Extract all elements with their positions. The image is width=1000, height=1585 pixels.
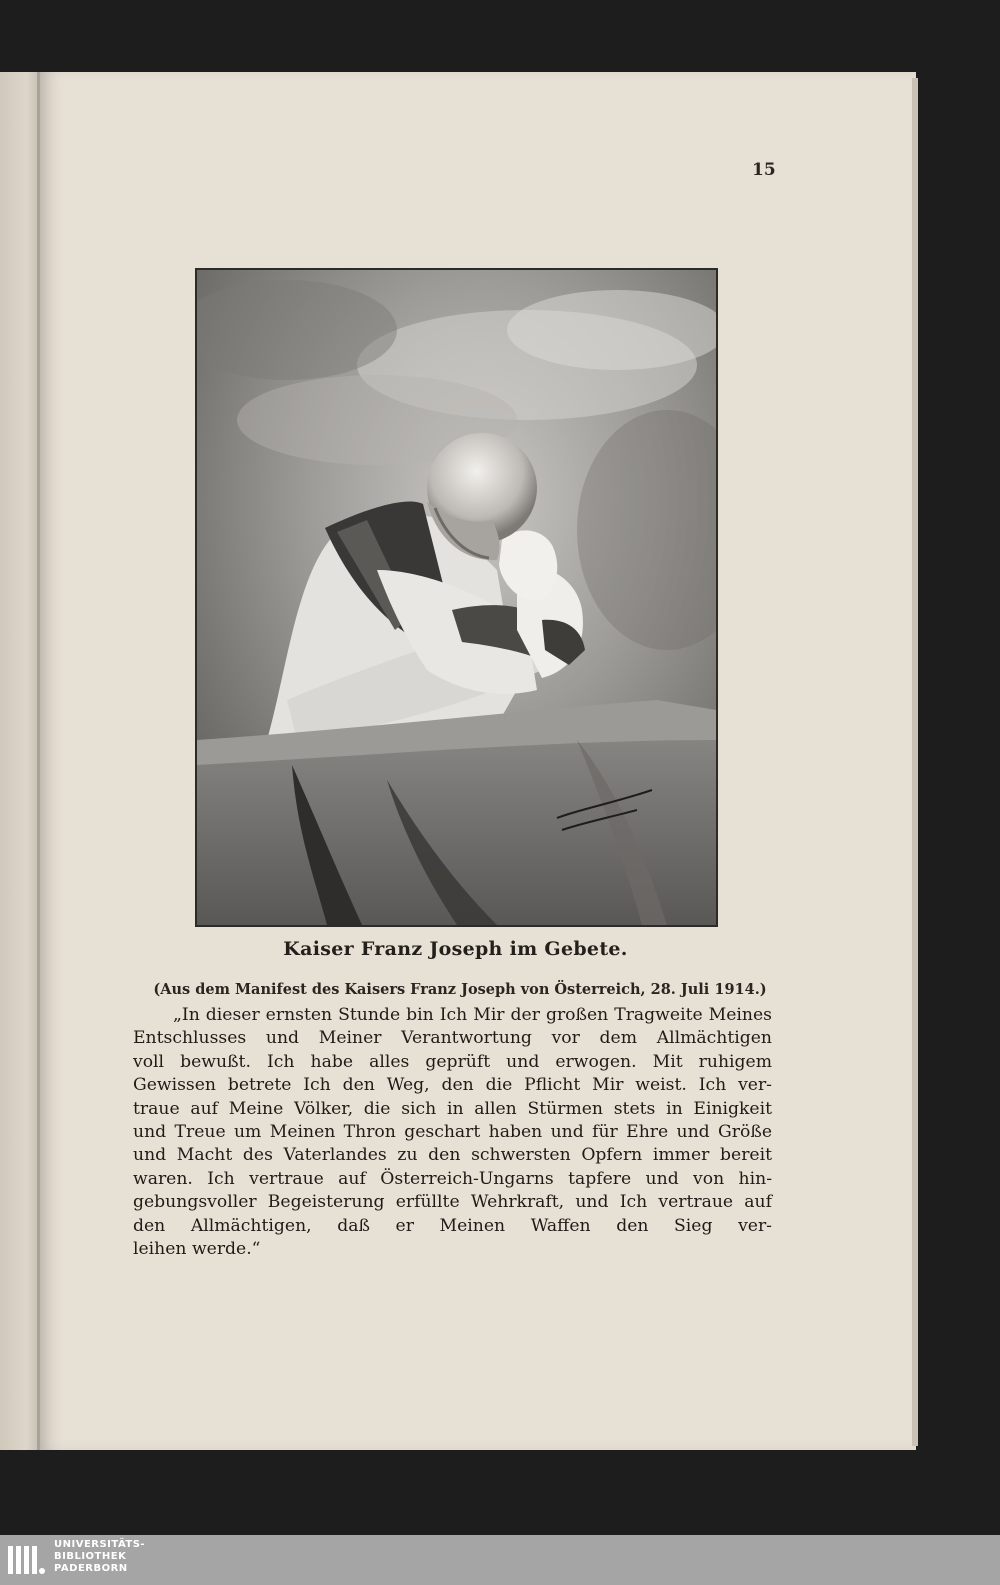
quote-line: Entschlusses und Meiner Verantwortung vor dem Allmächtigen <box>133 1028 772 1049</box>
footer-bar <box>0 1535 1000 1585</box>
photo-caption: Kaiser Franz Joseph im Gebete. <box>283 938 628 960</box>
manifest-source-line: (Aus dem Manifest des Kaisers Franz Joseph von Österreich, 28. Juli 1914.) <box>153 981 767 998</box>
quote-line: den Allmächtigen, daß er Meinen Waffen den Sieg ver- <box>133 1215 772 1236</box>
quote-line: leihen werde.“ <box>133 1239 261 1260</box>
quote-line: gebungsvoller Begeisterung erfüllte Wehrkraft, und Ich vertraue auf <box>133 1192 772 1213</box>
quote-line: „In dieser ernsten Stunde bin Ich Mir der großen Tragweite Meines <box>173 1005 772 1025</box>
university-library-logo-icon <box>6 1540 46 1580</box>
logo-line: BIBLIOTHEK <box>54 1551 127 1562</box>
logo-line: PADERBORN <box>54 1563 128 1574</box>
manifest-quote <box>133 1004 772 1261</box>
quote-line: und Macht des Vaterlandes zu den schwersten Opfern immer bereit <box>133 1145 772 1166</box>
library-logo-text <box>54 1539 145 1575</box>
photograph-emperor-praying <box>195 268 718 927</box>
page-edge <box>912 78 918 1446</box>
quote-line: waren. Ich vertraue auf Österreich-Ungarns tapfere und von hin- <box>133 1168 772 1189</box>
left-page-edge <box>0 72 45 1450</box>
quote-line: und Treue um Meinen Thron geschart haben und für Ehre und Größe <box>133 1122 772 1143</box>
logo-line: UNIVERSITÄTS- <box>54 1539 146 1550</box>
quote-line: traue auf Meine Völker, die sich in allen Stürmen stets in Einigkeit <box>133 1098 772 1119</box>
photograph-illustration <box>197 270 716 925</box>
page-number: 15 <box>752 160 776 180</box>
quote-line: Gewissen betrete Ich den Weg, den die Pflicht Mir weist. Ich ver- <box>133 1075 772 1096</box>
quote-line: voll bewußt. Ich habe alles geprüft und erwogen. Mit ruhigem <box>133 1051 772 1072</box>
